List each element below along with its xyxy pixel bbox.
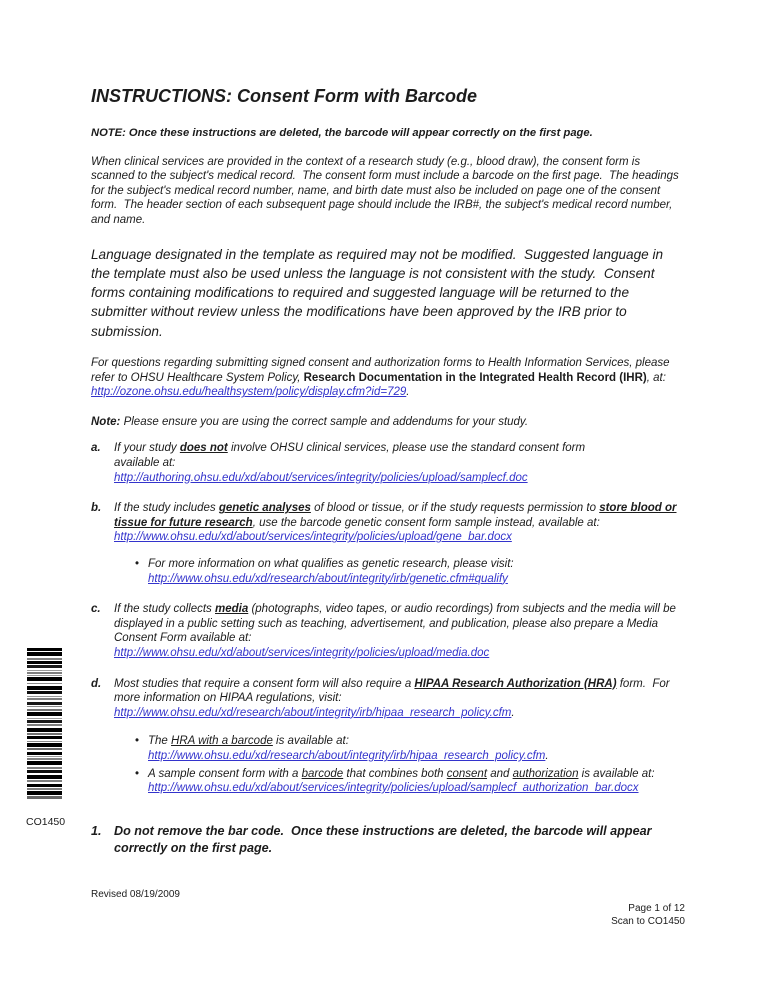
questions-text-2: , at: bbox=[646, 371, 666, 384]
bullet-sample-underline-barcode: barcode bbox=[301, 767, 344, 780]
bullet-sample-underline-consent: consent bbox=[446, 767, 488, 780]
page-number: Page 1 of 12 bbox=[628, 902, 685, 914]
item-c-text: If the study collects bbox=[114, 603, 215, 616]
list-item-b bbox=[91, 501, 685, 586]
list-marker-a: a. bbox=[91, 442, 101, 455]
bullet-sample-text-3: and bbox=[487, 767, 513, 780]
bullet-sample-text-4: is available at: bbox=[578, 767, 655, 780]
bullet-hra-underline: HRA with a barcode bbox=[171, 735, 273, 748]
sample-note-text: Please ensure you are using the correct sample and addendums for your study. bbox=[120, 415, 529, 428]
page-title: INSTRUCTIONS: Consent Form with Barcode bbox=[91, 86, 478, 106]
barcode-image bbox=[27, 648, 62, 799]
final-instruction-marker: 1. bbox=[91, 823, 102, 838]
bullet-glyph: • bbox=[135, 557, 140, 570]
language-paragraph: Language designated in the template as required may not be modified. Suggested language in the template must also be used unless the language is not consistent with the study. Consent forms containing modifications to required and suggested language will be returned to the submitter without review unless the modifications have been approved by the IRB prior to submission. bbox=[91, 246, 664, 339]
questions-paragraph bbox=[91, 356, 685, 400]
item-b-text-2: of blood or tissue, or if the study requests permission to bbox=[310, 502, 600, 515]
item-a-emphasis: does not bbox=[179, 442, 228, 455]
item-a-text: If your study bbox=[114, 442, 180, 455]
genetic-bullet-list bbox=[114, 557, 685, 586]
bullet-sample-text-2: that combines both bbox=[343, 767, 447, 780]
list-item-d bbox=[91, 677, 685, 796]
samplecf-link[interactable]: http://authoring.ohsu.edu/xd/about/services/integrity/policies/upload/samplecf.doc bbox=[114, 471, 528, 484]
intro-paragraph: When clinical services are provided in the context of a research study (e.g., blood draw), the consent form is scanned to the subject's medical record. The consent form must include a barcode on the first page. The headings for the subject's medical record number, name, and birth date must also be included on page one of the consent form. The header section of each subsequent page should include the IRB#, the subject's medical record number, and name. bbox=[91, 155, 679, 226]
hipaa-policy-link[interactable]: http://www.ohsu.edu/xd/research/about/integrity/irb/hipaa_research_policy.cfm bbox=[114, 706, 512, 719]
bullet-sample-underline-authorization: authorization bbox=[512, 767, 579, 780]
policy-title-bold: Research Documentation in the Integrated Health Record (IHR) bbox=[303, 371, 647, 384]
final-instruction bbox=[91, 823, 685, 857]
item-c-emphasis-media: media bbox=[215, 603, 249, 616]
item-d-emphasis-hipaa: HIPAA Research Authorization (HRA) bbox=[414, 677, 617, 690]
samplecf-authorization-link[interactable]: http://www.ohsu.edu/xd/about/services/integrity/policies/upload/samplecf_authorization_bar.docx bbox=[148, 782, 639, 795]
item-c-text-2: (photographs, video tapes, or audio recordings) from subjects and the media will be displayed in a public setting such as teaching, advertisement, and publication, please also prepare a Media Consent Form available at: bbox=[114, 603, 676, 645]
item-b-text-3: , use the barcode genetic consent form sample instead, available at: bbox=[252, 516, 600, 529]
questions-text: For questions regarding submitting signed consent and authorization forms to Health Information Services, please refer to OHSU Healthcare System Policy, bbox=[91, 357, 670, 384]
hra-barcode-link[interactable]: http://www.ohsu.edu/xd/research/about/integrity/irb/hipaa_research_policy.cfm bbox=[148, 749, 546, 762]
revision-date: Revised 08/19/2009 bbox=[91, 888, 180, 900]
hipaa-bullet-list bbox=[114, 734, 685, 795]
bullet-glyph: • bbox=[135, 767, 140, 780]
page-footer bbox=[91, 902, 685, 929]
list-marker-c: c. bbox=[91, 603, 101, 616]
list-marker-d: d. bbox=[91, 677, 102, 690]
media-link[interactable]: http://www.ohsu.edu/xd/about/services/integrity/policies/upload/media.doc bbox=[114, 646, 490, 659]
item-d-text: Most studies that require a consent form will also require a bbox=[114, 677, 415, 690]
scan-instruction: Scan to CO1450 bbox=[611, 916, 685, 928]
item-b-text: If the study includes bbox=[114, 502, 219, 515]
sample-note bbox=[91, 415, 685, 430]
bullet-genetic-info bbox=[114, 557, 685, 586]
item-b-emphasis-store: store blood or tissue for future research bbox=[114, 502, 677, 529]
list-item-c bbox=[91, 602, 685, 660]
bullet-sample-text: A sample consent form with a bbox=[148, 767, 302, 780]
bullet-genetic-text: For more information on what qualifies as genetic research, please visit: bbox=[148, 557, 514, 570]
bullet-glyph: • bbox=[135, 735, 140, 748]
item-a-text-2: involve OHSU clinical services, please use the standard consent form bbox=[227, 442, 586, 455]
item-a-text-3: available at: bbox=[114, 457, 176, 470]
document-content bbox=[91, 86, 685, 929]
item-d-text-2: form. For more information on HIPAA regulations, visit: bbox=[114, 677, 670, 705]
list-marker-b: b. bbox=[91, 502, 102, 515]
sample-note-label: Note: bbox=[91, 415, 121, 428]
final-instruction-text: Do not remove the bar code. Once these instructions are deleted, the barcode will appear correctly on the first page. bbox=[114, 823, 652, 855]
bullet-hra-text-2: is available at: bbox=[272, 735, 349, 748]
policy-link[interactable]: http://ozone.ohsu.edu/healthsystem/policy/display.cfm?id=729 bbox=[91, 386, 407, 399]
bullet-hra-text: The bbox=[148, 735, 172, 748]
bullet-sample-consent bbox=[114, 767, 685, 796]
item-b-emphasis-genetic: genetic analyses bbox=[218, 502, 311, 515]
questions-period: . bbox=[406, 386, 410, 399]
item-d-period: . bbox=[511, 706, 515, 719]
gene-bar-link[interactable]: http://www.ohsu.edu/xd/about/services/integrity/policies/upload/gene_bar.docx bbox=[114, 531, 512, 544]
bullet-hra bbox=[114, 734, 685, 763]
note-heading: NOTE: Once these instructions are deleted, the barcode will appear correctly on the first page. bbox=[91, 127, 593, 139]
bullet-hra-period: . bbox=[545, 749, 549, 762]
barcode-label: CO1450 bbox=[26, 816, 66, 828]
list-item-a bbox=[91, 441, 685, 485]
genetic-qualify-link[interactable]: http://www.ohsu.edu/xd/research/about/integrity/irb/genetic.cfm#qualify bbox=[148, 572, 508, 585]
